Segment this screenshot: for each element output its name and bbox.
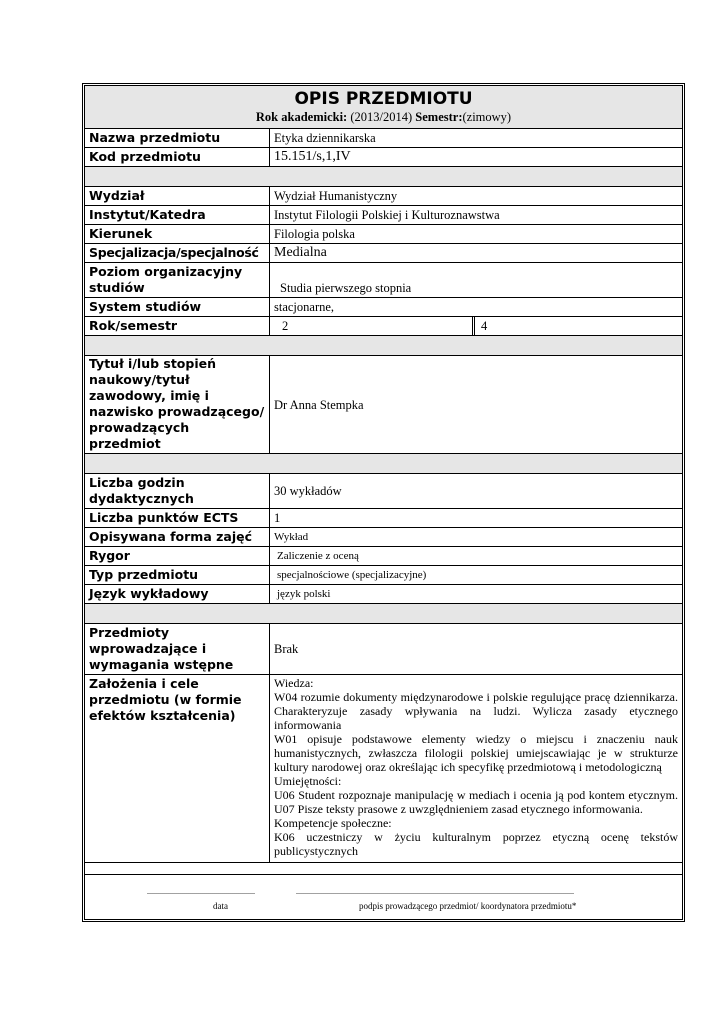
- value-kierunek: Filologia polska: [274, 227, 355, 241]
- value-godziny: 30 wykładów: [274, 484, 342, 498]
- row-zalozenia: [85, 675, 682, 863]
- semester-label: Semestr:: [415, 110, 463, 124]
- row-signature: [85, 863, 682, 875]
- value-poziom-cell: [270, 263, 682, 297]
- label-system: System studiów: [85, 298, 270, 316]
- row-kod: [85, 148, 682, 167]
- outcome-line: W04 rozumie dokumenty międzynarodowe i polskie regulujące pracę dziennikarza. Charakteryzuje zasady wpływania na ludzi. Wylicza zasady etycznego informowania: [274, 690, 678, 732]
- row-system: [85, 298, 682, 317]
- value-ects: 1: [274, 511, 281, 525]
- row-godziny: [85, 474, 682, 509]
- label-typ: Typ przedmiotu: [85, 566, 270, 584]
- row-instytut: [85, 206, 682, 225]
- value-rok-year: 2: [270, 317, 475, 335]
- value-jezyk: język polski: [277, 588, 331, 600]
- label-tytul: Tytuł i/lub stopień naukowy/tytuł zawodowy, imię i nazwisko prowadzącego/ prowadzących przedmiot: [85, 356, 270, 453]
- date-label: data: [213, 901, 228, 911]
- label-poziom: Poziom organizacyjny studiów: [85, 263, 270, 297]
- row-tytul: [85, 356, 682, 454]
- label-nazwa: Nazwa przedmiotu: [85, 129, 270, 147]
- course-description-form: [84, 85, 683, 920]
- label-specjalizacja: Specjalizacja/specjalność: [85, 244, 270, 262]
- row-specjalizacja: [85, 244, 682, 263]
- value-zalozenia: [270, 675, 682, 862]
- row-rygor: [85, 547, 682, 566]
- label-ects: Liczba punktów ECTS: [85, 509, 270, 527]
- label-przedmioty: Przedmioty wprowadzające i wymagania wstępne: [85, 624, 270, 674]
- value-forma: Wykład: [274, 531, 309, 543]
- form-header: [85, 86, 682, 128]
- row-rok: [85, 317, 682, 336]
- year-value: (2013/2014): [350, 110, 413, 124]
- value-nazwa: Etyka dziennikarska: [274, 131, 376, 145]
- outcome-line: Umiejętności:: [274, 774, 342, 788]
- value-kod: 15.151/s,1,IV: [274, 149, 351, 164]
- label-forma: Opisywana forma zajęć: [85, 528, 270, 546]
- value-instytut: Instytut Filologii Polskiej i Kulturoznawstwa: [274, 208, 500, 222]
- row-nazwa: [85, 129, 682, 148]
- outcome-line: Wiedza:: [274, 676, 314, 690]
- value-przedmioty-cell: [270, 624, 682, 674]
- date-dotted-line: ......................................................: [147, 887, 255, 896]
- separator-row: [85, 167, 682, 187]
- row-jezyk: [85, 585, 682, 604]
- row-wydzial: [85, 187, 682, 206]
- value-wydzial: Wydział Humanistyczny: [274, 189, 398, 203]
- signature-dotted-line: ...........................................................................................................................................: [296, 887, 574, 896]
- separator-row: [85, 604, 682, 624]
- row-forma: [85, 528, 682, 547]
- value-rok-semester: 4: [481, 319, 488, 333]
- signature-area: [85, 875, 682, 919]
- signature-label: podpis prowadzącego przedmiot/ koordynatora przedmiotu*: [359, 901, 577, 911]
- semester-value: (zimowy): [462, 110, 512, 124]
- value-przedmioty: Brak: [274, 642, 299, 656]
- value-tytul: Dr Anna Stempka: [274, 397, 364, 412]
- separator-row: [85, 454, 682, 474]
- value-system: stacjonarne,: [274, 300, 335, 314]
- label-zalozenia: Założenia i cele przedmiotu (w formie efektów kształcenia): [85, 675, 270, 862]
- value-specjalizacja: Medialna: [274, 245, 327, 260]
- label-kod: Kod przedmiotu: [85, 148, 270, 166]
- row-ects: [85, 509, 682, 528]
- row-poziom: [85, 263, 682, 298]
- value-rygor: Zaliczenie z oceną: [277, 550, 359, 562]
- outcome-line: W01 opisuje podstawowe elementy wiedzy o miejscu i znaczeniu nauk humanistycznych, zwłaszcza filologii polskiej umiejscawiając je w strukturze kultury narodowej oraz określając ich specyfikę przedmiotową i metodologiczną: [274, 732, 678, 774]
- separator-row: [85, 336, 682, 356]
- label-kierunek: Kierunek: [85, 225, 270, 243]
- rok-split: [270, 317, 682, 335]
- outcome-line: U06 Student rozpoznaje manipulację w mediach i ocenia ją pod kontem etycznym. U07 Pisze teksty prasowe z uwzględnieniem zasad etycznego informowania.: [274, 788, 678, 816]
- label-godziny: Liczba godzin dydaktycznych: [85, 474, 270, 508]
- outcome-line: K06 uczestniczy w życiu kulturalnym poprzez etyczną ocenę tekstów publicystycznych: [274, 830, 678, 858]
- value-poziom: Studia pierwszego stopnia: [280, 281, 412, 295]
- label-jezyk: Język wykładowy: [85, 585, 270, 603]
- value-tytul-cell: [270, 356, 682, 453]
- row-kierunek: [85, 225, 682, 244]
- label-rok: Rok/semestr: [85, 317, 270, 335]
- value-typ: specjalnościowe (specjalizacyjne): [277, 569, 427, 581]
- academic-year-line: [85, 110, 682, 125]
- label-wydzial: Wydział: [85, 187, 270, 205]
- label-rygor: Rygor: [85, 547, 270, 565]
- value-godziny-cell: [270, 474, 682, 508]
- label-instytut: Instytut/Katedra: [85, 206, 270, 224]
- year-label: Rok akademicki:: [255, 110, 348, 124]
- row-przedmioty: [85, 624, 682, 675]
- outcome-line: Kompetencje społeczne:: [274, 816, 392, 830]
- form-title: OPIS PRZEDMIOTU: [294, 89, 473, 109]
- row-typ: [85, 566, 682, 585]
